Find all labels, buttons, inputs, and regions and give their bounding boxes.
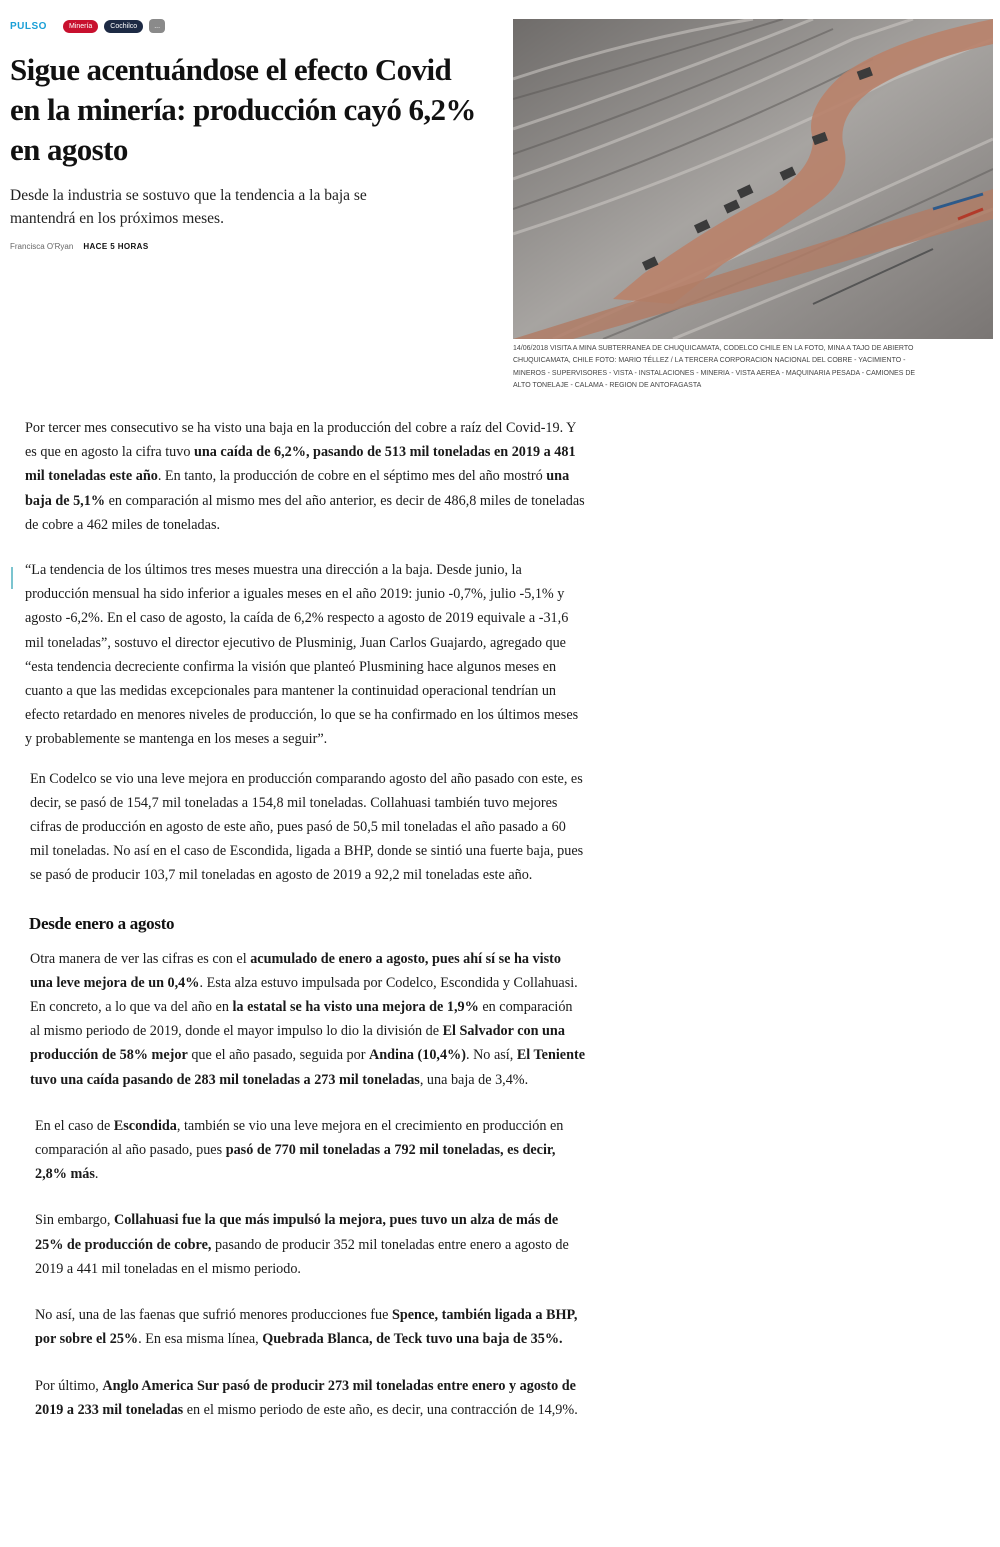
p1-bold-1: una caída de 6,2%, pasando de 513 mil toneladas en 2019 a 481 mil toneladas este año xyxy=(25,444,576,485)
p4-text-6: , una baja de 3,4%. xyxy=(419,1071,529,1088)
tag-cochilco[interactable]: Cochilco xyxy=(104,20,143,33)
p4-bold-5: El Teniente tuvo una caída pasando de 283 mil toneladas a 273 mil toneladas xyxy=(30,1047,586,1088)
p7-text-2: . En esa misma línea, xyxy=(138,1331,263,1348)
paragraph-4 xyxy=(25,947,585,1092)
paragraph-6 xyxy=(25,1208,585,1281)
paragraph-5 xyxy=(25,1114,585,1187)
article-dek: Desde la industria se sostuvo que la tendencia a la baja se mantendrá en los próximos meses. xyxy=(10,187,367,227)
p6-text-1: Sin embargo, xyxy=(35,1212,114,1229)
author-name[interactable]: Francisca O'Ryan xyxy=(10,242,74,251)
p4-text-4: que el año pasado, seguida por xyxy=(187,1047,369,1064)
p1-text-2: . En tanto, la producción de cobre en el séptimo mes del año mostró xyxy=(157,468,547,485)
p4-bold-2: la estatal se ha visto una mejora de 1,9% xyxy=(232,999,479,1016)
publish-time: HACE 5 HORAS xyxy=(83,242,149,251)
subheading: Desde enero a agosto xyxy=(29,913,175,933)
article-title: Sigue acentuándose el efecto Covid en la minería: producción cayó 6,2% en agosto xyxy=(10,52,476,167)
p1-bold-2: una baja de 5,1% xyxy=(25,468,570,509)
paragraph-3: En Codelco se vio una leve mejora en producción comparando agosto del año pasado con este, es decir, se pasó de 154,7 mil toneladas a 154,8 mil toneladas. Collahuasi también tuvo mejores cifras de producción en agosto de este año, pues pasó de 50,5 mil toneladas el año pasado a 60 mil toneladas. No así en el caso de Escondida, ligada a BHP, donde se sintió una fuerte baja, pues se pasó de producir 103,7 mil toneladas en agosto de 2019 a 92,2 mil toneladas este año. xyxy=(30,770,584,884)
p5-bold-1: Escondida xyxy=(113,1117,177,1134)
p6-bold-1: Collahuasi fue la que más impulsó la mejora, pues tuvo un alza de más de 25% de producción de cobre, xyxy=(35,1212,559,1253)
p1-text-3: en comparación al mismo mes del año anterior, es decir de 486,8 miles de toneladas de cobre a 462 miles de toneladas. xyxy=(25,492,585,533)
p4-text-1: Otra manera de ver las cifras es con el xyxy=(30,950,251,967)
p8-text-2: en el mismo periodo de este año, es decir, una contracción de 14,9%. xyxy=(183,1401,578,1418)
p4-bold-1: acumulado de enero a agosto, pues ahí sí se ha visto una leve mejora de un 0,4% xyxy=(30,950,561,991)
quote-block xyxy=(25,558,585,752)
section-link-pulso[interactable]: PULSO xyxy=(10,20,47,32)
paragraph-8 xyxy=(25,1374,585,1422)
p8-text-1: Por último, xyxy=(35,1377,103,1394)
p4-bold-4: Andina (10,4%) xyxy=(369,1047,466,1064)
tag-mineria[interactable]: Minería xyxy=(63,20,98,33)
p1-text-1: Por tercer mes consecutivo se ha visto una baja en la producción del cobre a raíz del Covid-19. Y es que en agosto la cifra tuvo xyxy=(25,420,576,461)
more-tags-label: ... xyxy=(154,22,161,30)
p8-bold-1: Anglo America Sur pasó de producir 273 mil toneladas entre enero y agosto de 2019 a 233 mil toneladas xyxy=(35,1377,576,1418)
p5-text-3: . xyxy=(94,1166,99,1183)
p5-text-2: , también se vio una leve mejora en el crecimiento en producción en comparación al año pasado, pues xyxy=(35,1117,564,1159)
paragraph-1 xyxy=(25,416,585,537)
p4-text-3: en comparación al mismo periodo de 2019, donde el mayor impulso lo dio la división de xyxy=(30,999,573,1040)
hero-image xyxy=(513,19,993,339)
p4-text-5: . No así, xyxy=(465,1047,517,1064)
p5-text-1: En el caso de xyxy=(35,1117,114,1134)
byline xyxy=(10,242,149,251)
p6-text-2: pasando de producir 352 mil toneladas entre enero a agosto de 2019 a 441 mil toneladas en el mismo periodo. xyxy=(35,1236,569,1277)
hero-caption: 14/06/2018 VISITA A MINA SUBTERRANEA DE CHUQUICAMATA, CODELCO CHILE EN LA FOTO, MINA A TAJO DE ABIERTO CHUQUICAMATA, CHILE FOTO: MARIO TÉLLEZ / LA TERCERA CORPORACION NACIONAL DEL COBRE - YACIMIENTO - MINEROS - SUPERVISORES - VISTA - INSTALACIONES - MINERIA - VISTA AEREA - MAQUINARIA PESADA - CAMIONES DE ALTO TONELAJE - CALAMA - REGION DE ANTOFAGASTA xyxy=(513,345,916,390)
p7-bold-1: Spence, también ligada a BHP, por sobre el 25% xyxy=(35,1307,578,1348)
quote-bar xyxy=(11,567,13,589)
p4-text-2: . Esta alza estuvo impulsada por Codelco, Escondida y Collahuasi. En concreto, a lo que va del año en xyxy=(30,974,578,1016)
quote-text: “La tendencia de los últimos tres meses muestra una dirección a la baja. Desde junio, la producción mensual ha sido inferior a iguales meses en el año 2019: junio -0,7%, julio -5,1% y agosto -6,2%. En el caso de agosto, la caída de 6,2% respecto a agosto de 2019 equivale a -31,6 mil toneladas”, sostuvo el director ejecutivo de Plusminig, Juan Carlos Guajardo, agregado que “esta tendencia decreciente confirma la visión que planteó Plusmining hace algunos meses en cuanto a que las medidas excepcionales para mantener la continuidad operacional tendrían un efecto retardado en menores niveles de producción, lo que se ha confirmado en los últimos meses y probablemente se mantenga en los meses a seguir”. xyxy=(25,562,579,748)
more-tags-button[interactable] xyxy=(149,19,165,33)
topbar xyxy=(10,19,165,33)
article-body xyxy=(25,416,585,1422)
p7-bold-2: Quebrada Blanca, de Teck tuvo una baja de 35%. xyxy=(262,1331,563,1348)
p5-bold-2: pasó de 770 mil toneladas a 792 mil toneladas, es decir, 2,8% más xyxy=(35,1142,556,1183)
p7-text-1: No así, una de las faenas que sufrió menores producciones fue xyxy=(35,1307,392,1324)
paragraph-7 xyxy=(25,1303,585,1351)
p4-bold-3: El Salvador con una producción de 58% mejor xyxy=(30,1023,565,1064)
mine-aerial-photo xyxy=(513,19,993,339)
